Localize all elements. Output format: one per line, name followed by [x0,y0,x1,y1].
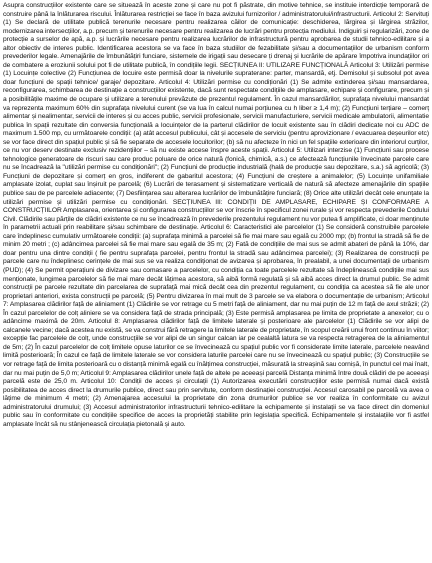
regulation-text: Asupra construcțiilor existente care se situează în aceste zone și care nu pot fi păstrate, din motive tehnice, se instituie interdicție temporară de construire până la înlăturarea riscului. Înlăturarea restricției se face în baza avizului furnizorilor / administratorului/infrastructurii. Articolul 2: Servituți (1) Se declară de utilitate publică terenurile necesare pentru realizarea căilor de comunicație: deschiderea, lărgirea și lărgirea străzilor, modernizarea intersecțiilor, a.p. precum și terenurile necesare pentru realizarea de lucrări pentru protecția mediului. Indiguiri și regularizări, zone de protecție a surselor de apă, a.p. și lucrările necesare pentru realizarea lucrărilor de infrastructură pentru aprobarea de studii tehnico-edilitare și a altor obiectiv de interes public. Identificarea acestora se va face în baza studiilor de fezabilitate și/sau a documentațiilor de urbanism conform prevederilor legale. Amenajările de îmbunătățiri funciare, sistemele de irigații sau desecare ți drenaj și lucrările de apărare împotriva inundațiilor ori de combatere a eroziunii solului pot fi de utilitate publică, în condițiile legii. SECȚIUNEA II: UTILIZARE FUNCȚIONALĂ Articolul 3: Utilizări permise (1) Locuințe colective (2) Funcțiunea de locuire este permisă doar la nivelurile supraterane: parter, mansardă, etj. Demisolul și subsolul pot avea doar funcțiuni de spații tehnice/ garaje/ depozitare. Articolul 4: Utilizări permise cu condiționări (1) Se admite extinderea și/sau mansardarea, reconfigurarea, schimbarea de destinație a construcțiilor existente, dacă sunt respectate condițiile de amplasare, echipare și configurare, precum și a posibilitățile maxime de ocupare și utilizare a terenului prevăzute de prezentul regulament. În cazul mansardărilor, suprafața nivelului mansardat va reprezenta maximum 60% din suprafața nivelului curent (se va lua în calcul numai porțiunea cu h liber ≥ 1,4 m); (2) Funcțiuni terțiare – comerț alimentar și nealimentar, servicii de interes și cu acces public, servicii profesionale, servicii manufacturiere, servicii medicale ambulatorii, alimentatie publica în spații rezultate din conversia funcțională a locuințelor de la parterul clădirilor de locuit existente sau în clădiri dedicate noi cu ADC de maximum 1.500 mp, cu următoarele condiții: (a) atât accesul publicului, cât și accesele de serviciu (pentru aprovizionare / evacuarea deșeurilor etc) se vor face direct din spațiul public și să fie separate de accesele locuitorilor; (b) să nu afecteze în nici un fel spațiile exterioare din interiorul curților, ce nu vor deserv destinate exclusiv rezidențiilor – să nu existe accese înspre aceste spații. Articolul 5: Utilizari interzise (1) Funcțiuni sau procese tehnologice generatoare de riscuri sau care produc poluare de orice natură (fonică, chimică, a.s.) ce afectează funcțiunile învecinate parcele care nu se încadrează la "utilizări permise cu condiționări"; (2) Funcțiuni de producție industrială (halâ de producție sau depozitare, s.a.) să agricolă; (3) Funcțiuni de depozitare și comerț en gros, indiferent de gabaritul acestora; (4) Funcțiuni de creștere a animalelor; (5) Locuințe unifamiliale amplasate izolat, cuplat sau înșiruit pe parcelă; (6) Lucrări de terasament și sistematizare verticală de natură să afecteze amenajările din spațiile publice sau de pe parcelele adiacente; (7) Desființarea sau alterarea lucrărilor de îmbunătățire funciară; (8) Orice alte utilizări decât cele enunțate la utilizări permise și utilizări permise cu condiționări. SECȚIUNEA III: CONDIȚII DE AMPLASARE, ECHIPARE ȘI CONFORMARE A CONSTRUCȚIILOR Amplasarea, orientarea și configurarea construcțiilor se vor înscrie în specificul zonei rurale și vor respecta prevederile Codului Civil. Clădirile sau părțile de clădiri existente ce nu se încadrează în prevederile prezentului regulament nu vor putea fi amplificate, ci doar menținute în parametrii actuali prin reabilitare și/sau schimbare de destinație. Articolul 6: Caracteristici ale parcelelor (1) Se consideră construibile parcelele care îndeplinesc cumulativ următoarele condiții: (a) suprafața minimă a parcelei să fie mai mare sau egală cu 2000 mp; (b) frontul la stradă să fie de minim 20 metri ; (c) adâncimea parcelei să fie mai mare sau egală de 35 m; (2) Fată de condițiile de mai sus se admit abateri de până la 10%, dar doar pentru una dintre condiții ( fie pentru suprafața parcelei, pentru frontul la stradă sau adâncimea parcelei); (3) Realizarea de construcții pe parcele care nu îndeplinesc cerințele de mai sus se va realiza condiționat de avizarea și aprobarea, în prealabil, a unei documentații de urbanism (PUD); (4) Se permit operațiuni de divizare sau comasare a parcelelor, cu condiția ca toate parcelele rezultate să îndeplinească condițiile mai sus menționate, lungimea parcelelor să fie mai mare decât lățimea acestora, să aibă formă regulată și să aibă acces direct la drumul public. Se admit construcții pe parcele rezultate din parcelarea de suprafață mai mică decât cea din prezentul regulament, cu condiția ca acestea să fie ale unor proprietari anteriori, exista construcții pe parcelă; (5) Pentru divizarea în mai mult de 3 parcele se va elabora o documentație de urbanism; Articolul 7: Amplasarea clădirilor față de aliniament (1) Clădirile se vor retrage cu 5 metri față de aliniament, dar nu mai puțin de 12 m față de axul străzii; (2) În cazul parcelelor de colț aliniere se va considera față de strada principală; (3) Este permisă amplasarea pe limita de proprietate a anexelor; cu o adâncime maximă de 20m. Articolul 8: Amplasarea clădirilor față de limitele laterale și posterioare ale parcelelor (1) Clădirile se vor alipi de calcanele vecine; dacă acestea nu există, se va construi fără retragere la limitele laterale de proprietate, în scopul creării unui front continuu în viitor; excepție fac parcelele de colț, unde construcțiile se vor alipi de un singur calcan iar pe cealaltă latura se va respecta retragerea de la aliniamentul de 5m; (2) În cazul parcelelor de colț limitele opuse laturilor ce se învecinează cu spațiul public vor fi considerate limite laterale, parcelele neavând limită posterioară; În cazul ce față de limitele laterale se vor considera laturile parcelei care nu se învecinează cu spațiul public; (3) Construcțiile se vor retrage față de limita posterioară cu o distanță minimă egală cu înălțimea construcției, măsurată la streașină sau cornișă, în punctul cel mai înalt, dar nu mai puțin de 5,0 m; Articolul 9: Amplasarea clădirilor unele față de altele pe aceeași parcelă Distanța minimă între două clădiri de pe aceeași parcelă este de 25,0 m. Articolul 10: Condiții de acces și circulații (1) Autorizarea executării construcțiilor este permisă numai dacă există posibilitatea de acces direct la drumurile publice, direct sau prin servitute, conform destinației construcției. Accesul carosabil pe parcelă va avea o lățime de minimum 4 metri; (2) Amenajarea accesului la proprietate din zona drumurilor publice se vor realiza în conformitate cu avizul administratorului drumului; (3) Accesul administratorilor infrastructurii tehnico-edilitare la echipamente și instalații se va face direct din domeniul public sau în conformitate cu condițiile specifice de acces la proprietăți stabilite prin legislația specifică. Echipamentele și instalațiile vor fi astfel amplasate încât să nu stânjenească circulația pietonală și auto. [3,2,429,428]
